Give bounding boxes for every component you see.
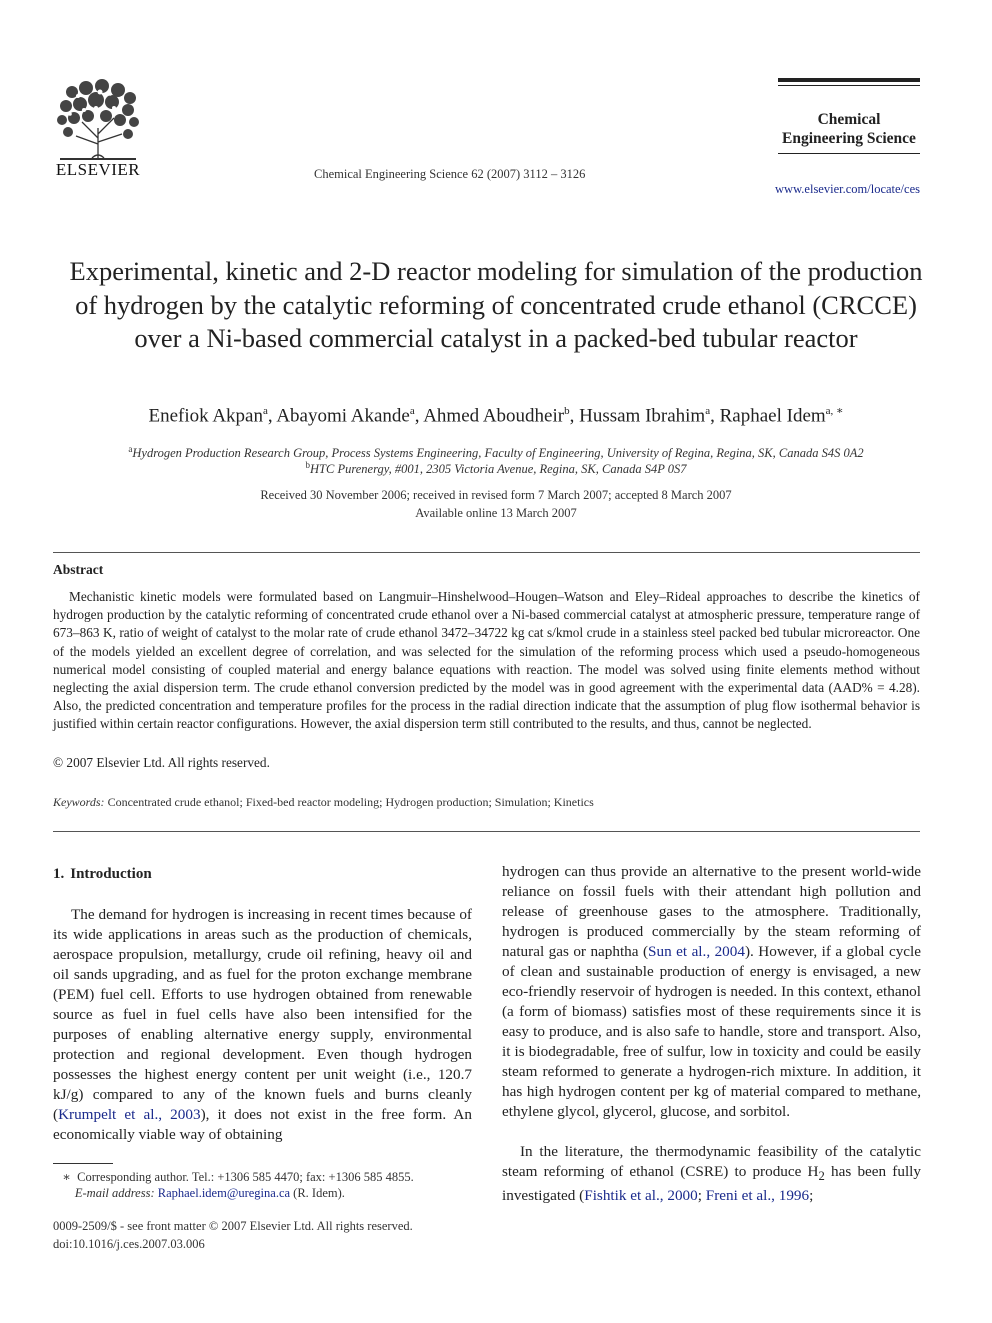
paragraph-text: The demand for hydrogen is increasing in recent times because of its wide applications in areas such as the production of chemicals, aerospace propulsion, metallurgy, crude oil refining, heavy oil and oil sands upgrading, and as fuel for the proton exchange membrane (PEM) fuel cell. Efforts to use hydrogen obtained from renewable source as fuel in fuel cells have also been intensified for the purposes of enabling alternative energy supply, environmental protection and regional development. Even though hydrogen possesses the highest energy content per unit weight (i.e., 120.7 kJ/g) compared to any of the known fuels and burns cleanly ( bbox=[53, 906, 472, 1123]
received-dates: Received 30 November 2006; received in revised form 7 March 2007; accepted 8 March 2007 bbox=[260, 488, 732, 502]
footnote-mark: ∗ bbox=[62, 1170, 71, 1184]
author-affiliation-mark: a, ∗ bbox=[825, 405, 844, 417]
keywords bbox=[53, 795, 920, 810]
abstract-top-rule bbox=[53, 552, 920, 553]
section-number: 1. bbox=[53, 866, 65, 882]
author-name: Hussam Ibrahim bbox=[579, 405, 706, 427]
abstract-body: Mechanistic kinetic models were formulated based on Langmuir–Hinshelwood–Hougen–Watson and Eley–Rideal approaches to describe the kinetics of hydrogen production by the catalytic reforming of concentrated crude ethanol over a Ni-based commercial catalyst at atmospheric pressure, temperature range of 673–863 K, ratio of weight of catalyst to the molar rate of crude ethanol 3472–34722 kg cat s/kmol crude in a stainless steel packed bed tubular microreactor. One of the models yielded an excellent degree of correlation, and was selected for the simulation of the reforming process which used a pseudo-homogeneous numerical model consisting of coupled material and energy balance equations with reaction. The model was solved using finite elements method without neglecting the axial dispersion term. The crude ethanol conversion predicted by the model was in good agreement with the experimental data (AAD% = 4.28). Also, the predicted concentration and temperature profiles for the process in the radial direction indicate that the assumption of plug flow isothermal behavior is justified within certain reactor configurations. However, the axial dispersion term still contributed to the results, and thus, cannot be neglected. bbox=[53, 589, 920, 732]
email-suffix: (R. Idem). bbox=[290, 1186, 345, 1200]
affiliation-text: Hydrogen Production Research Group, Process Systems Engineering, Faculty of Engineering, University of Regina, Regina, SK, Canada S4S 0A2 bbox=[132, 446, 864, 461]
author-name: Abayomi Akande bbox=[276, 405, 410, 427]
affiliation-b bbox=[40, 460, 952, 477]
citation-link[interactable]: Fishtik et al., 2000 bbox=[584, 1187, 698, 1205]
abstract-copyright: © 2007 Elsevier Ltd. All rights reserved. bbox=[53, 755, 270, 770]
left-column-paragraph bbox=[53, 905, 472, 1145]
doi-note: doi:10.1016/j.ces.2007.03.006 bbox=[53, 1237, 205, 1251]
journal-title bbox=[778, 110, 920, 148]
available-online-date: Available online 13 March 2007 bbox=[415, 506, 577, 520]
author-list: Enefiok Akpan$^a$, Abayomi Akande$^a$, Ahmed Aboudheir$^b$, Hussam Ibrahim$^a$, Raphael Idem$^{a, ∗}$ bbox=[148, 405, 844, 427]
author-name: Enefiok Akpan bbox=[148, 405, 263, 427]
affiliation-text: HTC Purenergy, #001, 2305 Victoria Avenue, Regina, SK, Canada S4P 0S7 bbox=[310, 462, 687, 477]
citation-link[interactable]: Krumpelt et al., 2003 bbox=[58, 1106, 201, 1123]
paragraph-text: has been fully investigated ( bbox=[502, 1163, 921, 1205]
footnote-text: Corresponding author. Tel.: +1306 585 4470; fax: +1306 585 4855. bbox=[77, 1170, 414, 1184]
citation-link[interactable]: Freni et al., 1996 bbox=[705, 1187, 810, 1205]
section-heading bbox=[53, 866, 158, 883]
keywords-label: Keywords: bbox=[53, 795, 105, 809]
footnote-rule bbox=[53, 1163, 113, 1164]
author-affiliation-mark: a bbox=[409, 405, 415, 417]
journal-title-line2: Engineering Science bbox=[782, 130, 916, 147]
journal-rule-thin bbox=[778, 85, 920, 86]
affiliation-mark: b bbox=[305, 460, 310, 470]
journal-reference: Chemical Engineering Science 62 (2007) 3112 – 3126 bbox=[314, 167, 586, 181]
abstract-heading: Abstract bbox=[53, 562, 104, 577]
author-name: Raphael Idem bbox=[719, 405, 826, 427]
subscript: 2 bbox=[818, 1169, 825, 1184]
paragraph-text: ), it does not exist in the free form. An economically viable way of obtaining bbox=[53, 1106, 472, 1143]
author-affiliation-mark: b bbox=[564, 405, 570, 417]
affiliation-a bbox=[40, 444, 952, 461]
keywords-list: Concentrated crude ethanol; Fixed-bed reactor modeling; Hydrogen production; Simulation; Kinetics bbox=[107, 795, 594, 809]
journal-title-line1: Chemical bbox=[817, 111, 881, 128]
email-label: E-mail address: bbox=[74, 1186, 155, 1200]
citation-separator: ; bbox=[697, 1187, 706, 1205]
journal-rule-bottom bbox=[778, 153, 920, 154]
author-affiliation-mark: a bbox=[705, 405, 711, 417]
author-affiliation-mark: a bbox=[262, 405, 268, 417]
affiliation-mark: a bbox=[128, 444, 133, 454]
abstract-bottom-rule bbox=[53, 831, 920, 832]
corresponding-author-footnote bbox=[53, 1169, 414, 1185]
section-title: Introduction bbox=[70, 866, 152, 882]
author-name: Ahmed Aboudheir bbox=[423, 405, 565, 427]
journal-url-link[interactable]: www.elsevier.com/locate/ces bbox=[775, 182, 920, 196]
email-footnote bbox=[53, 1186, 345, 1201]
paragraph-text: ; bbox=[809, 1187, 814, 1205]
paragraph-text: hydrogen can thus provide an alternative to the present world-wide reliance on fossil fuels with their attendant high pollution and release of greenhouse gases to the atmosphere. Traditionally, hydrogen is produced commercially by the steam reforming of natural gas or naphtha ( bbox=[502, 863, 921, 960]
front-matter-note: 0009-2509/$ - see front matter © 2007 Elsevier Ltd. All rights reserved. bbox=[53, 1219, 413, 1233]
citation-link[interactable]: Sun et al., 2004 bbox=[648, 943, 745, 960]
paragraph-text: In the literature, the thermodynamic feasibility of the catalytic steam reforming of ethanol (CSRE) to produce H bbox=[502, 1143, 921, 1180]
paragraph-text: ). However, if a global cycle of clean and sustainable production of energy is envisaged, a new eco-friendly reservoir of hydrogen is needed. In this context, ethanol (a form of biomass) satisfies most of these requirements since it is easy to produce, and is also safe to handle, store and transport. Also, it is biodegradable, free of sulfur, low in toxicity and could be easily steam reformed to generate a hydrogen-rich mixture. In addition, it has high hydrogen content per kg of material compared to methane, ethylene glycol, glycerol, glucose, and sorbitol. bbox=[502, 943, 921, 1120]
journal-rule-thick bbox=[778, 78, 920, 82]
email-link[interactable]: Raphael.idem@uregina.ca bbox=[157, 1186, 291, 1200]
publisher-name: ELSEVIER bbox=[55, 160, 141, 179]
right-column-paragraph-1 bbox=[502, 862, 921, 1122]
right-column-paragraph-2 bbox=[502, 1142, 921, 1206]
article-title: Experimental, kinetic and 2-D reactor modeling for simulation of the production of hydrogen by the catalytic reforming of concentrated crude ethanol (CRCCE) over a Ni-based commercial catalyst in a packed-bed tubular reactor bbox=[69, 256, 923, 353]
